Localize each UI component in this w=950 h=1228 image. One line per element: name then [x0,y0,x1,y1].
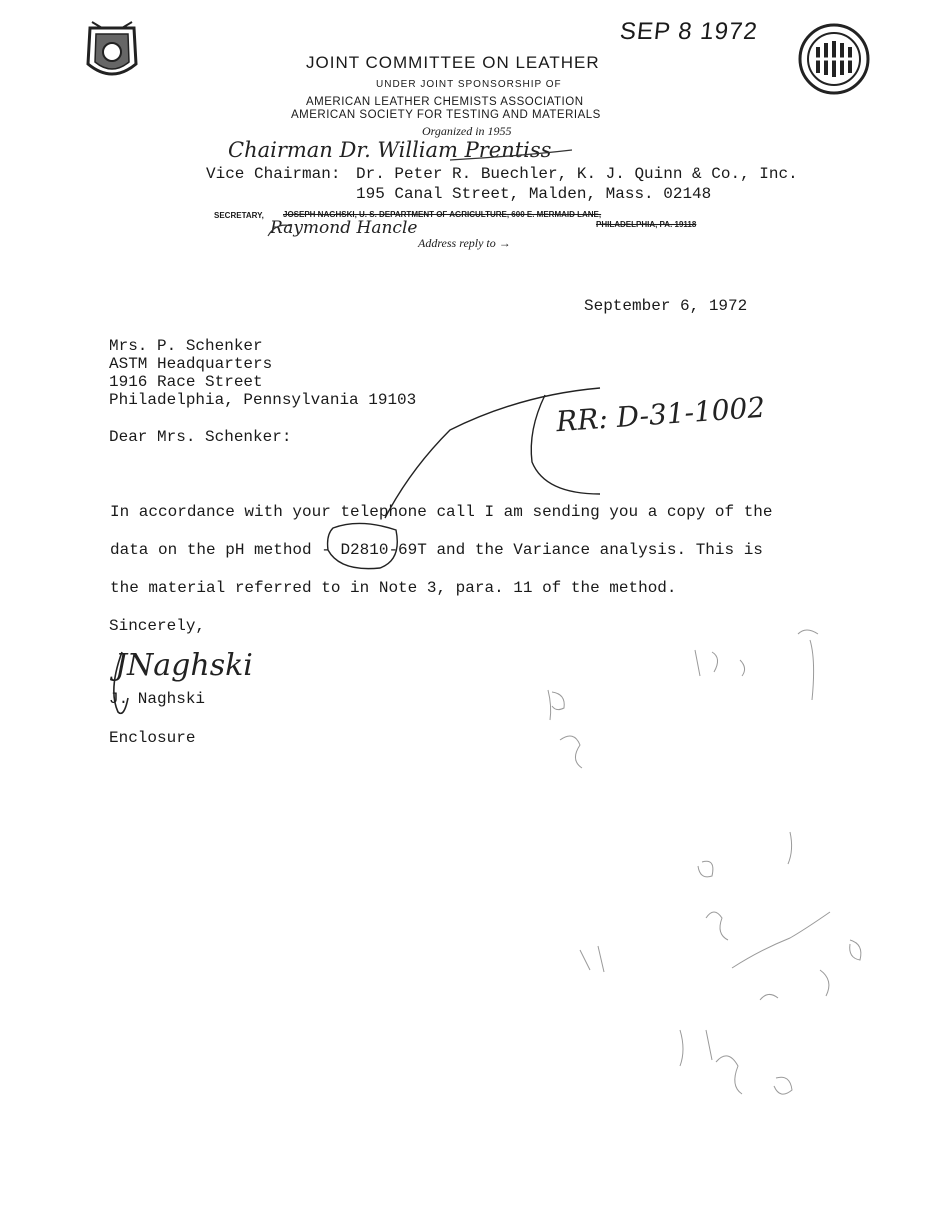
letterhead-organized: Organized in 1955 [422,124,512,138]
secretary-handwritten: Raymond Hancle [270,218,418,238]
recipient-street: 1916 Race Street [109,373,263,391]
vice-chairman-label: Vice Chairman: [206,165,341,183]
closing: Sincerely, [109,617,206,635]
chairman-handwritten: Chairman Dr. William Prentiss [228,138,552,162]
salutation: Dear Mrs. Schenker: [109,428,292,446]
received-date-stamp: SEP 8 1972 [618,18,760,45]
vice-chairman-line1: Dr. Peter R. Buechler, K. J. Quinn & Co., Inc. [356,165,798,183]
astm-logo [798,23,870,95]
body-line-2: data on the pH method - D2810-69T and the Variance analysis. This is [110,541,763,559]
vice-chairman-line2: 195 Canal Street, Malden, Mass. 02148 [356,185,712,203]
body-line-1: In accordance with your telephone call I am sending you a copy of the [110,503,773,521]
letterhead-title: JOINT COMMITTEE ON LEATHER [306,53,600,72]
recipient-org: ASTM Headquarters [109,355,273,373]
recipient-city: Philadelphia, Pennsylvania 19103 [109,391,417,409]
signer-name: J. Naghski [109,690,206,708]
alca-logo [82,18,142,86]
letterhead-org-alca: AMERICAN LEATHER CHEMISTS ASSOCIATION [306,96,584,108]
signature-handwritten: JNaghski [115,648,253,683]
letterhead-sponsorship: UNDER JOINT SPONSORSHIP OF [376,79,562,90]
letterhead-org-astm: AMERICAN SOCIETY FOR TESTING AND MATERIALS [291,109,601,121]
letter-date: September 6, 1972 [584,297,748,315]
body-line-3: the material referred to in Note 3, para. 11 of the method. [110,579,677,597]
secretary-struck-city: PHILADELPHIA, PA. 19118 [596,220,697,229]
secretary-label: SECRETARY, [214,211,264,220]
address-reply: Address reply to → [418,236,511,250]
secretary-struck-text: JOSEPH NAGHSKI, U. S. DEPARTMENT OF AGRICULTURE, 600 E. MERMAID LANE, [283,210,602,219]
rr-annotation: RR: D-31-1002 [555,390,767,439]
recipient-name: Mrs. P. Schenker [109,337,263,355]
enclosure: Enclosure [109,729,196,747]
